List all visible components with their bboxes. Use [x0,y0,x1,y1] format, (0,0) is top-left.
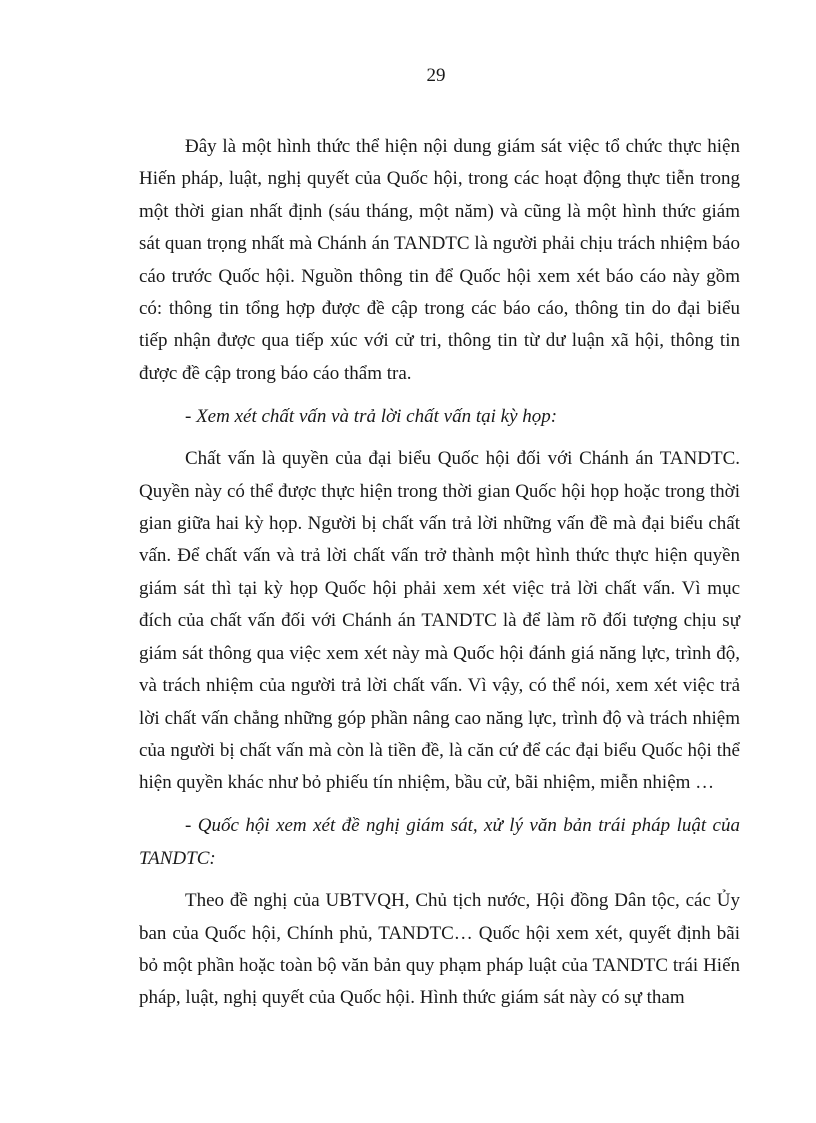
paragraph-review-legal-documents: Theo đề nghị của UBTVQH, Chủ tịch nước, Hội đồng Dân tộc, các Ủy ban của Quốc hội, Chính phủ, TANDTC… Quốc hội xem xét, quyết định bãi bỏ một phần hoặc toàn bộ văn bản quy phạm pháp luật của TANDTC trái Hiến pháp, luật, nghị quyết của Quốc hội. Hình thức giám sát này có sự tham [139,890,740,1009]
subheading-interpellation: - Xem xét chất vấn và trả lời chất vấn tại kỳ họp: [185,405,558,427]
subheading-review-legal-documents: - Quốc hội xem xét đề nghị giám sát, xử lý văn bản trái pháp luật của TANDTC: [139,815,740,869]
document-body [139,131,740,1015]
page-number: 29 [426,65,446,86]
paragraph-report-supervision: Đây là một hình thức thể hiện nội dung giám sát việc tổ chức thực hiện Hiến pháp, luật, nghị quyết của Quốc hội, trong các hoạt động thực tiễn trong một thời gian nhất định (sáu tháng, một năm) và cũng là một hình thức giám sát quan trọng nhất mà Chánh án TANDTC là người phải chịu trách nhiệm báo cáo trước Quốc hội. Nguồn thông tin để Quốc hội xem xét báo cáo này gồm có: thông tin tổng hợp được đề cập trong các báo cáo, thông tin do đại biểu tiếp nhận được qua tiếp xúc với cử tri, thông tin từ dư luận xã hội, thông tin được đề cập trong báo cáo thẩm tra. [139,136,740,384]
paragraph-interpellation: Chất vấn là quyền của đại biểu Quốc hội đối với Chánh án TANDTC. Quyền này có thể được thực hiện trong thời gian Quốc hội họp hoặc trong thời gian giữa hai kỳ họp. Người bị chất vấn trả lời những vấn đề mà đại biểu chất vấn. Để chất vấn và trả lời chất vấn trở thành một hình thức thực hiện quyền giám sát thì tại kỳ họp Quốc hội phải xem xét việc trả lời chất vấn. Vì mục đích của chất vấn đối với Chánh án TANDTC là để làm rõ đối tượng chịu sự giám sát thông qua việc xem xét này mà Quốc hội đánh giá năng lực, trình độ, và trách nhiệm của người trả lời chất vấn. Vì vậy, có thể nói, xem xét việc trả lời chất vấn chẳng những góp phần nâng cao năng lực, trình độ và trách nhiệm của người bị chất vấn mà còn là tiền đề, là căn cứ để các đại biểu Quốc hội thể hiện quyền khác như bỏ phiếu tín nhiệm, bầu cử, bãi nhiệm, miễn nhiệm … [139,448,740,794]
